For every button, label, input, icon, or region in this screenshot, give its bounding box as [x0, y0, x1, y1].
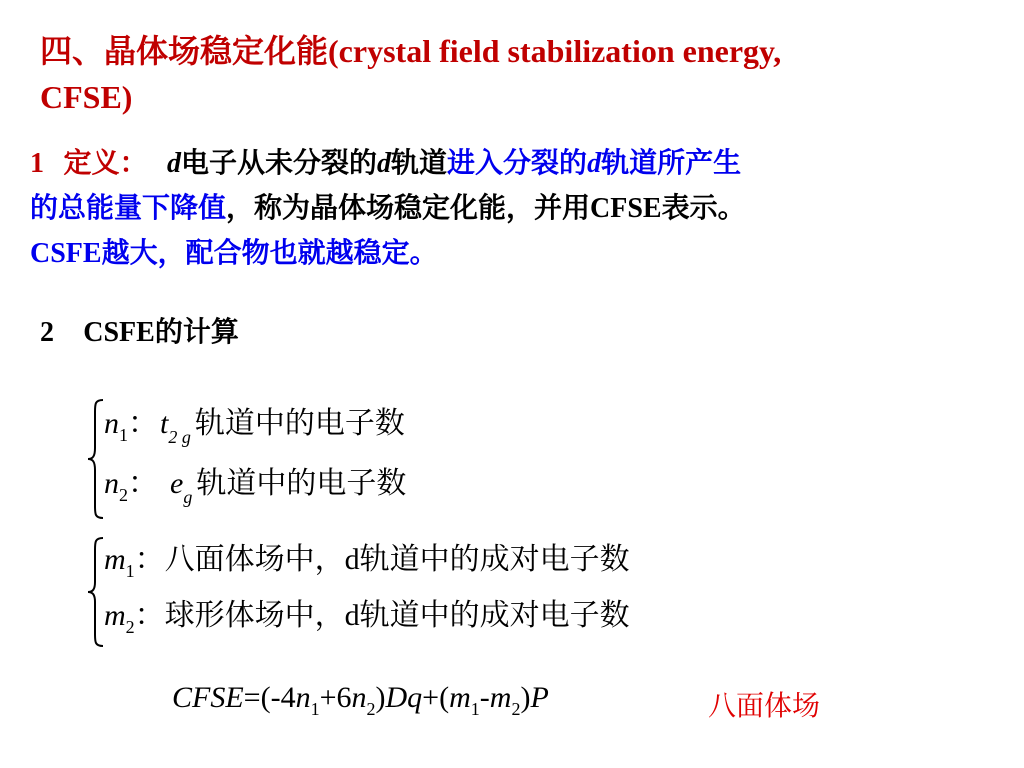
m2-desc-a: 球形体场中，	[164, 598, 345, 633]
definition-text-4: 表示。	[661, 191, 746, 224]
t2g-orbital: t	[160, 407, 169, 440]
m2-sep: ：	[134, 598, 165, 633]
formula-eq: =(-4	[243, 681, 296, 714]
formula-lhs: CFSE	[172, 681, 244, 714]
formula-n2-sub: 2	[366, 699, 376, 719]
formula-m1-sub: 1	[470, 699, 480, 719]
formula-n1: n	[295, 681, 311, 714]
formula-close2: )	[520, 681, 531, 714]
formula-m2: m	[489, 681, 512, 714]
definition-d-1: d	[167, 148, 182, 179]
n1-desc: 轨道中的电子数	[194, 406, 405, 441]
formula-plus6: +6	[319, 681, 352, 714]
definition-line-1	[30, 141, 746, 186]
definition-number: 1	[30, 148, 44, 179]
definition-emphasis-2: 轨道所产生	[601, 146, 742, 179]
t2g-sub: 2 g	[168, 427, 191, 447]
n1-var: n	[104, 407, 119, 440]
formula-p: P	[530, 681, 549, 714]
definition-cfse: CFSE	[590, 193, 662, 224]
definition-emphasis-1: 进入分裂的	[447, 146, 588, 179]
m2-row	[104, 596, 630, 639]
calc-number: 2	[40, 317, 54, 348]
definition-emphasis-3: 的总能量下降值	[30, 191, 227, 224]
definition-d-3: d	[587, 148, 602, 179]
slide-title	[40, 28, 781, 120]
eg-orbital: e	[170, 467, 184, 500]
n2-sub: 2	[119, 485, 128, 505]
m2-desc-b: 轨道中的成对电子数	[359, 598, 630, 633]
n2-desc: 轨道中的电子数	[196, 466, 407, 501]
electron-count-group	[86, 398, 546, 520]
formula-plus-open: +(	[422, 681, 450, 714]
m1-sep: ：	[134, 542, 165, 577]
definition-line-2	[30, 186, 746, 231]
formula-note: 八面体场	[708, 689, 821, 722]
m1-desc-a: 八面体场中，	[164, 542, 345, 577]
calc-en: CSFE	[83, 317, 155, 348]
m1-sub: 1	[125, 561, 135, 581]
m1-var: m	[104, 543, 126, 576]
definition-text-3: ，称为晶体场稳定化能，并用	[226, 191, 591, 224]
paired-electron-group	[86, 536, 806, 648]
definition-text-1: 电子从未分裂的	[181, 146, 378, 179]
m1-d: d	[344, 543, 360, 576]
n1-sub: 1	[119, 425, 128, 445]
formula-n1-sub: 1	[310, 699, 320, 719]
formula-m2-sub: 2	[511, 699, 521, 719]
n2-var: n	[104, 467, 119, 500]
m2-sub: 2	[125, 617, 135, 637]
definition-emphasis-4: 越大，配合物也就越稳定。	[101, 236, 438, 269]
n2-sep: ：	[128, 466, 158, 501]
formula-dq: Dq	[385, 681, 423, 714]
definition-csfe: CSFE	[30, 238, 102, 269]
title-cn: 四、晶体场稳定化能	[40, 32, 329, 70]
calc-cn: 的计算	[154, 315, 239, 348]
left-brace-icon	[86, 398, 106, 520]
definition-text-2: 轨道	[391, 146, 448, 179]
eg-sub: g	[183, 487, 193, 507]
formula-m1: m	[449, 681, 471, 714]
m1-row	[104, 540, 630, 583]
calc-heading	[40, 312, 239, 353]
left-brace-icon	[86, 536, 106, 648]
definition-label: 定义：	[63, 146, 148, 179]
n1-sep: ：	[128, 406, 158, 441]
formula-close: )	[375, 681, 386, 714]
cfse-formula	[172, 676, 549, 723]
m1-desc-b: 轨道中的成对电子数	[359, 542, 630, 577]
title-line-2: CFSE)	[40, 79, 133, 115]
n2-row	[104, 464, 406, 507]
definition-paragraph	[30, 141, 746, 276]
definition-line-3	[30, 231, 746, 276]
m2-d: d	[344, 599, 360, 632]
n1-row	[104, 404, 405, 447]
title-en: (crystal field stabilization energy,	[328, 33, 782, 69]
definition-d-2: d	[377, 148, 392, 179]
formula-n2: n	[351, 681, 367, 714]
title-line-1	[40, 28, 781, 74]
m2-var: m	[104, 599, 126, 632]
formula-minus: -	[479, 681, 490, 714]
